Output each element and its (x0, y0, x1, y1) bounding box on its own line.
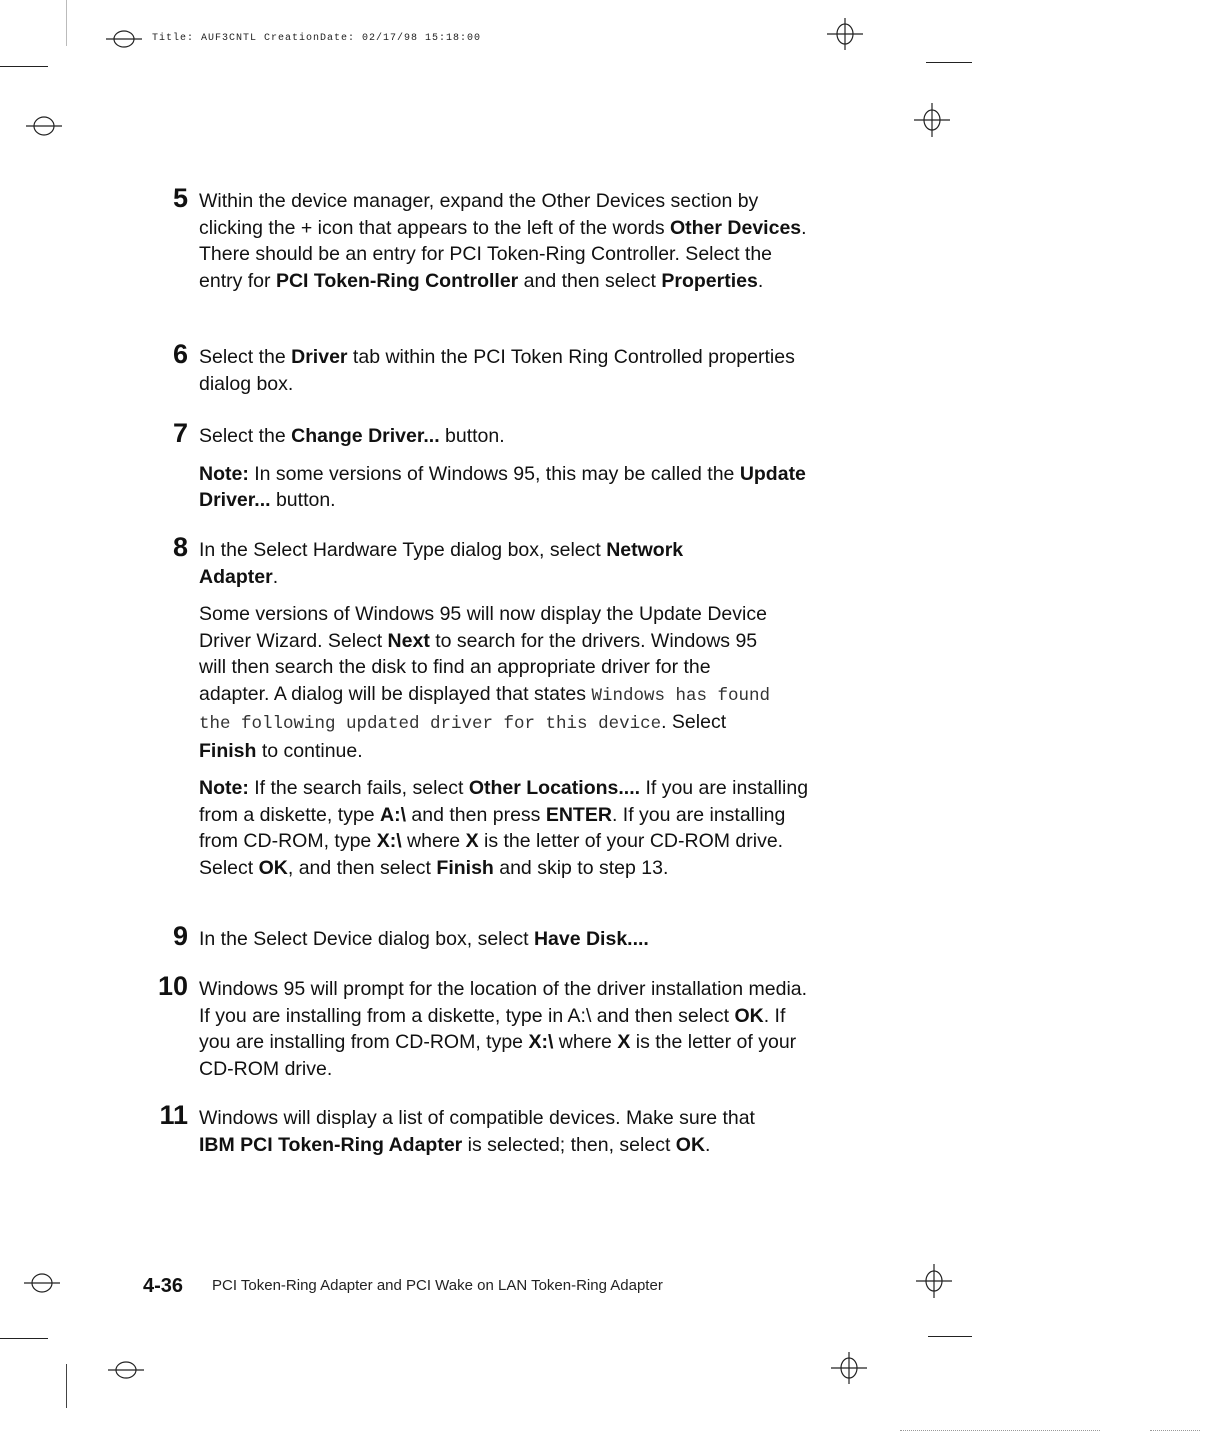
step-paragraph: Select the Change Driver... button. (199, 425, 505, 447)
step-body (199, 1105, 809, 1158)
emphasis-text: PCI Token-Ring Controller (275, 269, 519, 292)
emphasis-text: Finish (436, 856, 494, 879)
crop-line (928, 1336, 972, 1337)
step-number: 10 (157, 971, 188, 1001)
emphasis-text: X:\ (528, 1031, 554, 1053)
step-number: 8 (172, 532, 188, 562)
emphasis-text: OK (734, 1004, 764, 1027)
step-body (199, 188, 809, 294)
step-paragraph: Windows 95 will prompt for the location of the driver installation media. If you are installing from a diskette, type in A:\ and then select OK. If you are installing from CD-ROM, type X:\ where X is the letter of your CD-ROM drive. (199, 978, 808, 1080)
emphasis-text: Note: (199, 777, 249, 799)
step-number: 6 (172, 339, 188, 369)
registration-mark-icon (106, 27, 142, 51)
emphasis-text: Note: (199, 462, 249, 485)
crop-line (66, 0, 67, 46)
emphasis-text: Other Devices (669, 216, 802, 239)
note-paragraph: Note: In some versions of Windows 95, this may be called the Update Driver... button. (199, 462, 806, 511)
emphasis-text: A:\ (380, 803, 406, 826)
step-number: 9 (172, 921, 188, 951)
emphasis-text: Finish (199, 739, 257, 762)
step-number: 5 (172, 183, 188, 213)
step-body (199, 423, 809, 514)
step-body (199, 537, 809, 881)
step-body (199, 344, 809, 397)
emphasis-text: Network Adapter (199, 539, 684, 588)
emphasis-text: OK (675, 1133, 706, 1156)
step-paragraph: Within the device manager, expand the Other Devices section by clicking the + icon that appears to the left of the words Other Devices. There should be an entry for PCI Token-Ring Controller. Select the entry for PCI Token-Ring Controller and then select Properties. (199, 190, 807, 292)
step-paragraph: Windows will display a list of compatible devices. Make sure that IBM PCI Token-Ring Adapter is selected; then, select OK. (199, 1107, 755, 1156)
step-paragraph: In the Select Device dialog box, select Have Disk.... (199, 928, 649, 950)
step-body (199, 976, 809, 1082)
step-paragraph: In the Select Hardware Type dialog box, select Network Adapter. (199, 539, 684, 588)
registration-mark-icon (26, 113, 62, 139)
step-body (199, 926, 809, 953)
emphasis-text: Change Driver... (291, 425, 440, 447)
crop-line (66, 1364, 67, 1408)
emphasis-text: Other Locations.... (468, 777, 641, 799)
note-paragraph: Note: If the search fails, select Other Locations.... If you are installing from a diskette, type A:\ and then press ENTER. If you are installing from CD-ROM, type X:\ where X is the letter of your CD-ROM drive. Select OK, and then select Finish and skip to step 13. (199, 777, 809, 879)
step-paragraph: Some versions of Windows 95 will now display the Update Device Driver Wizard. Select Next to search for the drivers. Windows 95 will then search the disk to find an appropriate driver for the adapter. A dialog will be displayed that states Windows has found the following updated driver for this device. Select Finish to continue. (199, 603, 770, 762)
crosshair-mark-icon (914, 103, 950, 137)
emphasis-text: IBM PCI Token-Ring Adapter (199, 1133, 463, 1156)
emphasis-text: OK (258, 856, 288, 879)
step-number: 7 (172, 418, 188, 448)
emphasis-text: Next (387, 629, 430, 652)
crop-line (0, 1338, 48, 1339)
page-number: 4-36 (143, 1275, 184, 1297)
crop-line (926, 62, 972, 63)
crosshair-mark-icon (827, 18, 863, 50)
emphasis-text: Driver (291, 346, 348, 368)
scan-noise (900, 1430, 1100, 1432)
monospace-text: Windows has found the following updated driver for this device (199, 685, 770, 734)
emphasis-text: Update Driver... (199, 462, 806, 511)
registration-mark-icon (108, 1358, 144, 1382)
crosshair-mark-icon (916, 1264, 952, 1298)
emphasis-text: X:\ (376, 830, 402, 852)
scan-noise (1150, 1430, 1200, 1432)
header-meta: Title: AUF3CNTL CreationDate: 02/17/98 15:18:00 (152, 33, 482, 44)
registration-mark-icon (24, 1270, 60, 1296)
book-title: PCI Token-Ring Adapter and PCI Wake on LAN Token-Ring Adapter (212, 1277, 663, 1294)
crosshair-mark-icon (831, 1352, 867, 1384)
crop-line (0, 66, 48, 67)
emphasis-text: Properties (661, 269, 758, 292)
emphasis-text: X (465, 830, 479, 852)
emphasis-text: X (617, 1031, 631, 1053)
step-paragraph: Select the Driver tab within the PCI Token Ring Controlled properties dialog box. (199, 346, 795, 395)
emphasis-text: ENTER (545, 803, 612, 826)
emphasis-text: Have Disk.... (533, 928, 649, 950)
step-number: 11 (159, 1100, 188, 1130)
